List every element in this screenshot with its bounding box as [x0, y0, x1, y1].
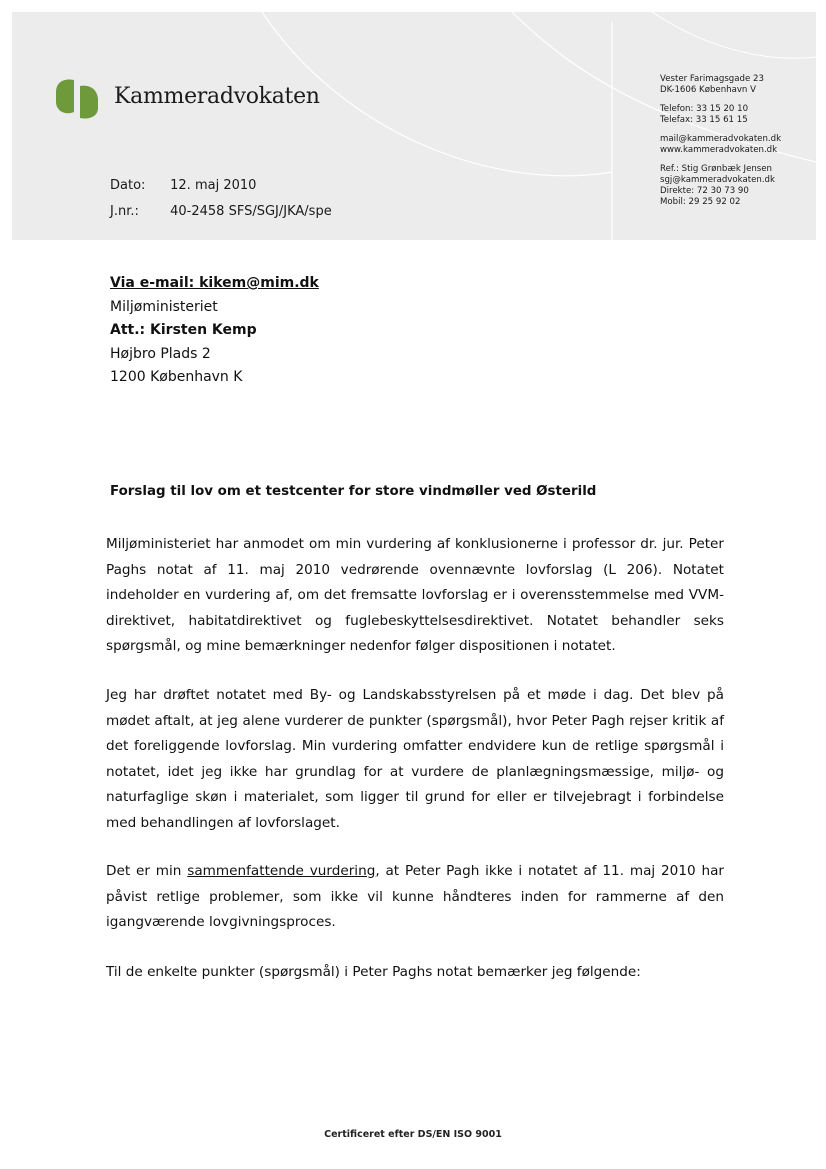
letterhead: [12, 12, 816, 240]
contact-ref: Ref.: Stig Grønbæk Jensen: [660, 164, 773, 174]
contact-email: mail@kammeradvokaten.dk: [660, 134, 782, 144]
paragraph-1: Miljøministeriet har anmodet om min vurdering af konklusionerne i professor dr. jur. Peter Paghs notat af 11. maj 2010 vedrørende ovennævnte lovforslag (L 206). Notatet indeholder en vurdering af, om det fremsatte lovforslag er i overensstemmelse med VVM-direktivet, habitatdirektivet og fuglebeskyttelsesdirektivet. Notatet behandler seks spørgsmål, og mine bemærkninger nedenfor følger dispositionen i notatet.: [106, 536, 724, 655]
footer-certification: Certificeret efter DS/EN ISO 9001: [324, 1129, 502, 1140]
jnr-value: 40-2458 SFS/SGJ/JKA/spe: [170, 204, 332, 219]
recipient-org: Miljøministeriet: [110, 298, 218, 315]
contact-mobile: Mobil: 29 25 92 02: [660, 197, 741, 207]
contact-city: DK-1606 København V: [660, 85, 756, 95]
date-value: 12. maj 2010: [170, 178, 257, 193]
contact-fax: Telefax: 33 15 61 15: [660, 115, 748, 125]
paragraph-4: Til de enkelte punkter (spørgsmål) i Peter Paghs notat bemærker jeg følgende:: [106, 964, 641, 980]
kammeradvokaten-logo-icon: [54, 76, 100, 122]
contact-phone: Telefon: 33 15 20 10: [660, 104, 749, 114]
contact-web: www.kammeradvokaten.dk: [660, 145, 778, 155]
brand-name: Kammeradvokaten: [114, 84, 320, 109]
recipient-via-email: Via e-mail: kikem@mim.dk: [110, 275, 319, 291]
letter-subject: Forslag til lov om et testcenter for store vindmøller ved Østerild: [110, 484, 597, 499]
recipient-city: 1200 København K: [110, 369, 243, 385]
contact-street: Vester Farimagsgade 23: [660, 74, 764, 84]
date-row: [110, 178, 256, 193]
paragraph-3-start: Det er min: [106, 863, 188, 879]
paragraph-3: [106, 859, 724, 936]
jnr-label: J.nr.:: [110, 204, 139, 219]
paragraph-3-underlined: sammenfattende vurdering: [187, 863, 376, 879]
contact-block: [660, 74, 810, 216]
paragraph-3-end: , at Peter Pagh ikke i notatet af 11. maj 2010 har påvist retlige problemer, som ikke vil kunne håndteres inden for rammerne af den igangværende lovgivningsproces.: [106, 863, 724, 931]
paragraph-2: Jeg har drøftet notatet med By- og Landskabsstyrelsen på et møde i dag. Det blev på mødet aftalt, at jeg alene vurderer de punkter (spørgsmål), hvor Peter Pagh rejser kritik af det foreliggende lovforslag. Min vurdering omfatter endvidere kun de retlige spørgsmål i notatet, idet jeg ikke har grundlag for at vurdere de planlægningsmæssige, miljø- og naturfaglige skøn i materialet, som ligger til grund for eller er tilvejebragt i forbindelse med behandlingen af lovforslaget.: [106, 687, 724, 831]
recipient-address: [110, 272, 319, 390]
recipient-att: Att.: Kirsten Kemp: [110, 322, 257, 338]
recipient-street: Højbro Plads 2: [110, 345, 211, 362]
contact-direct: Direkte: 72 30 73 90: [660, 186, 749, 196]
date-label: Dato:: [110, 178, 146, 193]
jnr-row: [110, 204, 332, 219]
contact-ref-email: sgj@kammeradvokaten.dk: [660, 175, 775, 185]
